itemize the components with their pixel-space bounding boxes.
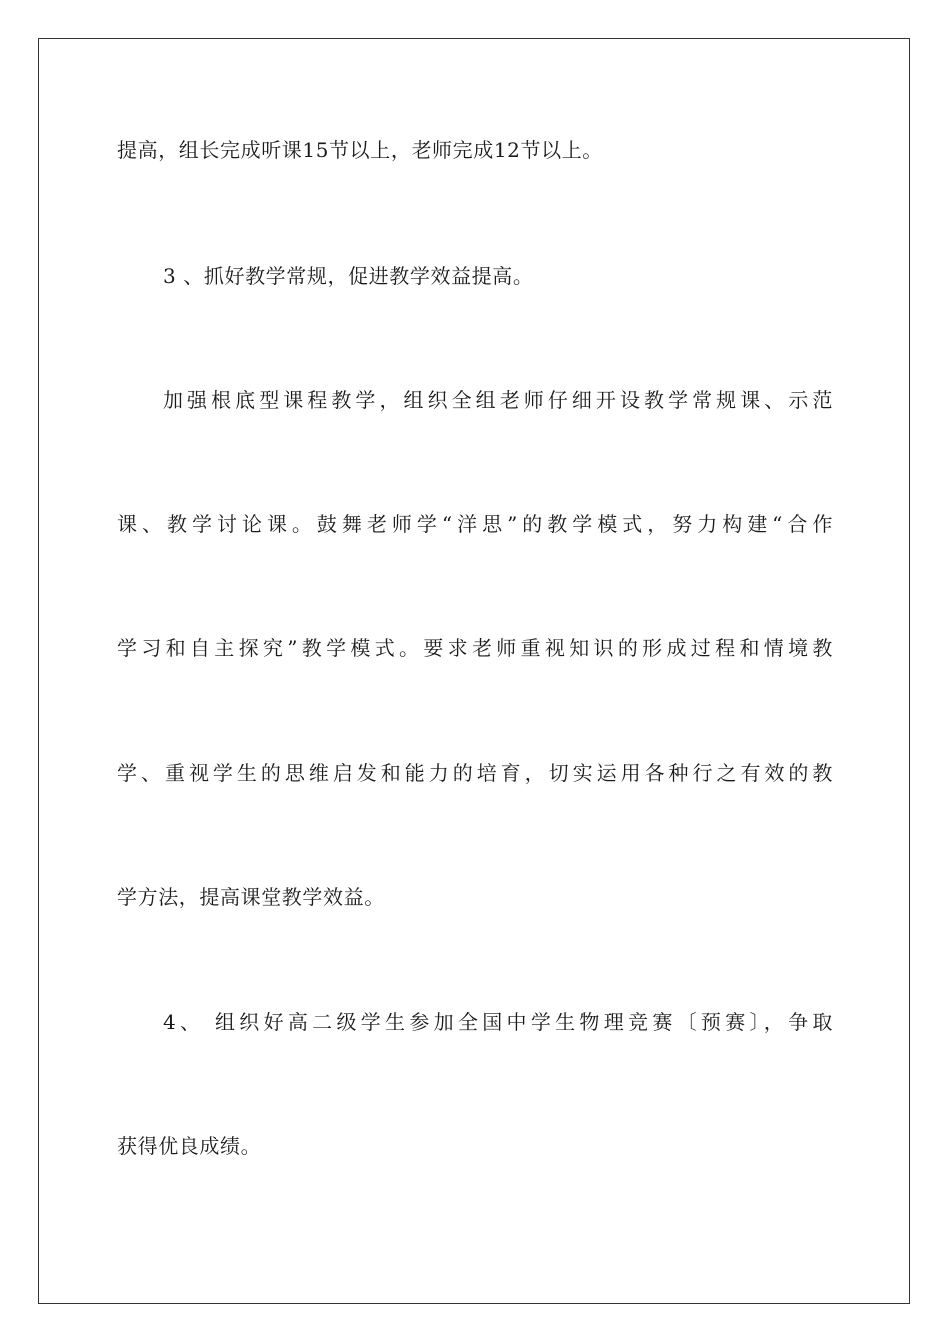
body-text-line-7: 学方法，提高课堂教学效益。 [117,885,385,909]
page-border [38,38,910,1304]
body-text-line-5: 学习和自主探究”教学模式。要求老师重视知识的形成过程和情境教 [117,636,833,660]
body-text-line-6: 学、重视学生的思维启发和能力的培育，切实运用各种行之有效的教 [117,761,833,785]
section-heading-4: 4、 组织好高二级学生参加全国中学生物理竞赛〔预赛〕，争取 [163,1010,833,1034]
body-text-line-1: 提高，组长完成听课15节以上，老师完成12节以上。 [117,138,603,162]
body-text-line-3: 加强根底型课程教学，组织全组老师仔细开设教学常规课、示范 [163,388,833,412]
body-text-line-4: 课、教学讨论课。鼓舞老师学“洋思”的教学模式，努力构建“合作 [117,512,833,536]
body-text-line-9: 获得优良成绩。 [117,1134,262,1158]
section-heading-3: 3 、抓好教学常规，促进教学效益提高。 [163,264,534,288]
